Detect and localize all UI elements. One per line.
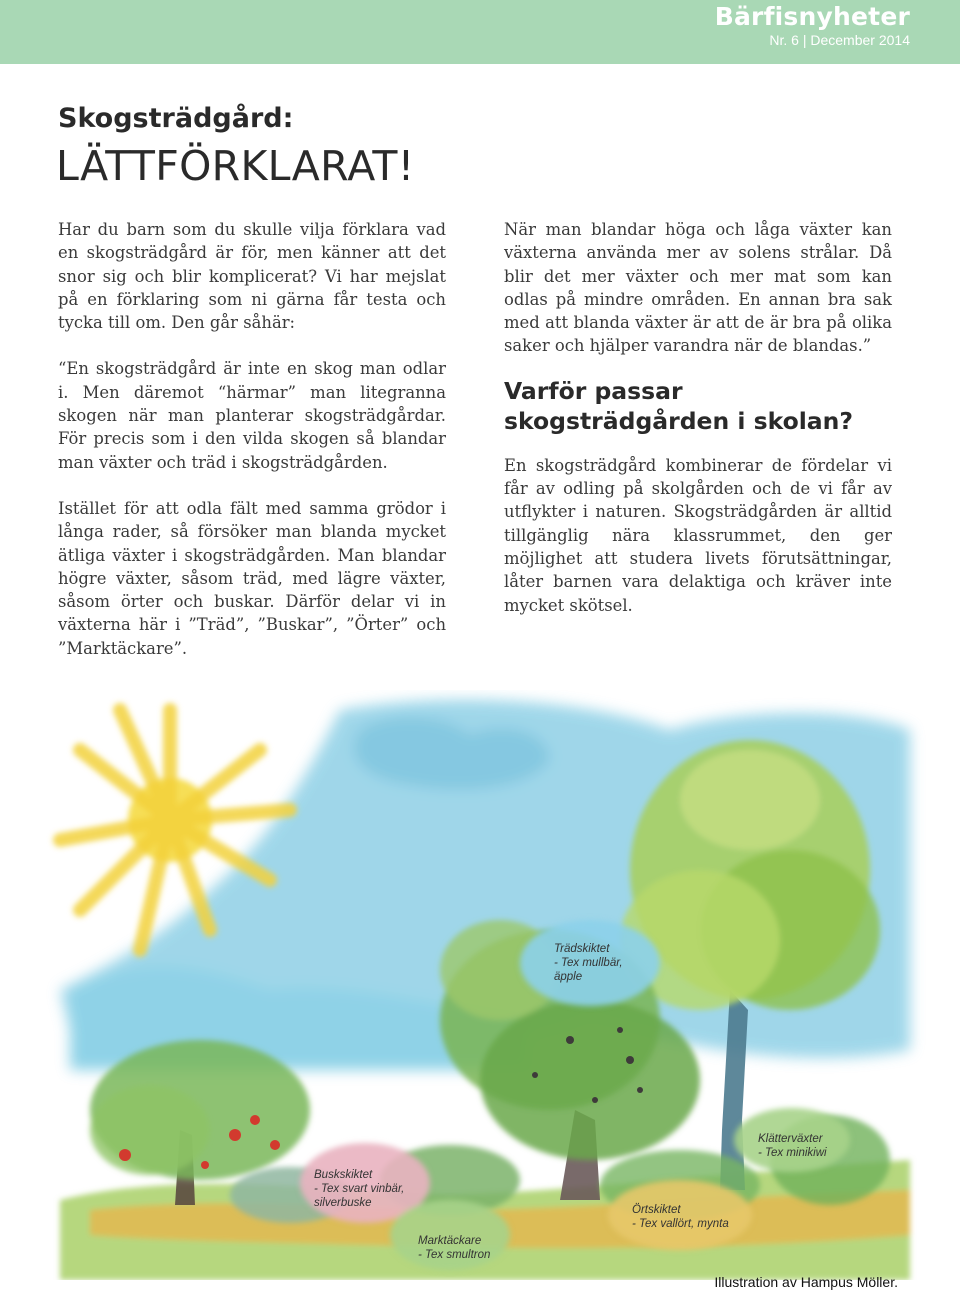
paragraph-sunlight: När man blandar höga och låga växter kan växterna använda mer av solens strålar. Då blir det mer växter och mer mat som kan odlas på mindre områden. En annan bra sak med att blanda växter är att de är bra på olika saker och hjälper varandra när de blandas.” [504, 220, 892, 356]
issue-info: Nr. 6 | December 2014 [769, 32, 910, 48]
label-groundcover-layer: Marktäckare - Tex smultron [418, 1235, 491, 1261]
header-bar [0, 0, 960, 64]
label-bush-layer: Buskskiktet - Tex svart vinbär, silverbuske [314, 1169, 405, 1209]
watercolor-scene [30, 690, 930, 1280]
illustration-credit: Illustration av Hampus Möller. [714, 1274, 898, 1290]
magazine-title: Bärfisnyheter [714, 2, 910, 31]
paragraph-school: En skogsträdgård kombinerar de fördelar vi får av odling på skolgården och de vi får av utflykter i naturen. Skogsträdgården är alltid tillgänglig nära klassrummet, den ger möjlighet att studera livets förutsättningar, låter barnen vara delaktiga och kräver inte mycket skötsel. [504, 455, 892, 615]
paragraph-intro: Har du barn som du skulle vilja förklara vad en skogsträdgård är för, men känner att det snor sig och blir komplicerat? Vi har mejslat på en förklaring som ni gärna får testa och tycka till om. Den går såhär: [58, 220, 446, 333]
label-climber-layer: Klätterväxter - Tex minikiwi [758, 1133, 827, 1159]
left-column [58, 218, 446, 683]
label-herb-layer: Örtskiktet - Tex vallört, mynta [632, 1204, 729, 1230]
paragraph-quote: “En skogsträdgård är inte en skog man odlar i. Men däremot “härmar” man litegranna skogen när man planterar skogsträdgårdar. För precis som i den vilda skogen så blandar man växter och träd i skogsträdgården. [58, 359, 446, 472]
forest-garden-illustration [30, 690, 930, 1280]
article-headline: LÄTTFÖRKLARAT! [56, 142, 415, 190]
article-kicker: Skogsträdgård: [58, 103, 294, 134]
label-tree-layer: Trädskiktet - Tex mullbär, äpple [554, 943, 623, 983]
section-heading: Varför passar skogsträdgården i skolan? [504, 376, 854, 435]
right-column [504, 218, 892, 640]
paragraph-layers: Istället för att odla fält med samma grödor i långa rader, så försöker man blanda mycket ätliga växter i skogsträdgården. Man blandar högre växter, såsom träd, med lägre växter, såsom örter och buskar. Därför delar vi in växterna här i ”Träd”, ”Buskar”, ”Örter” och ”Marktäckare”. [58, 498, 446, 658]
